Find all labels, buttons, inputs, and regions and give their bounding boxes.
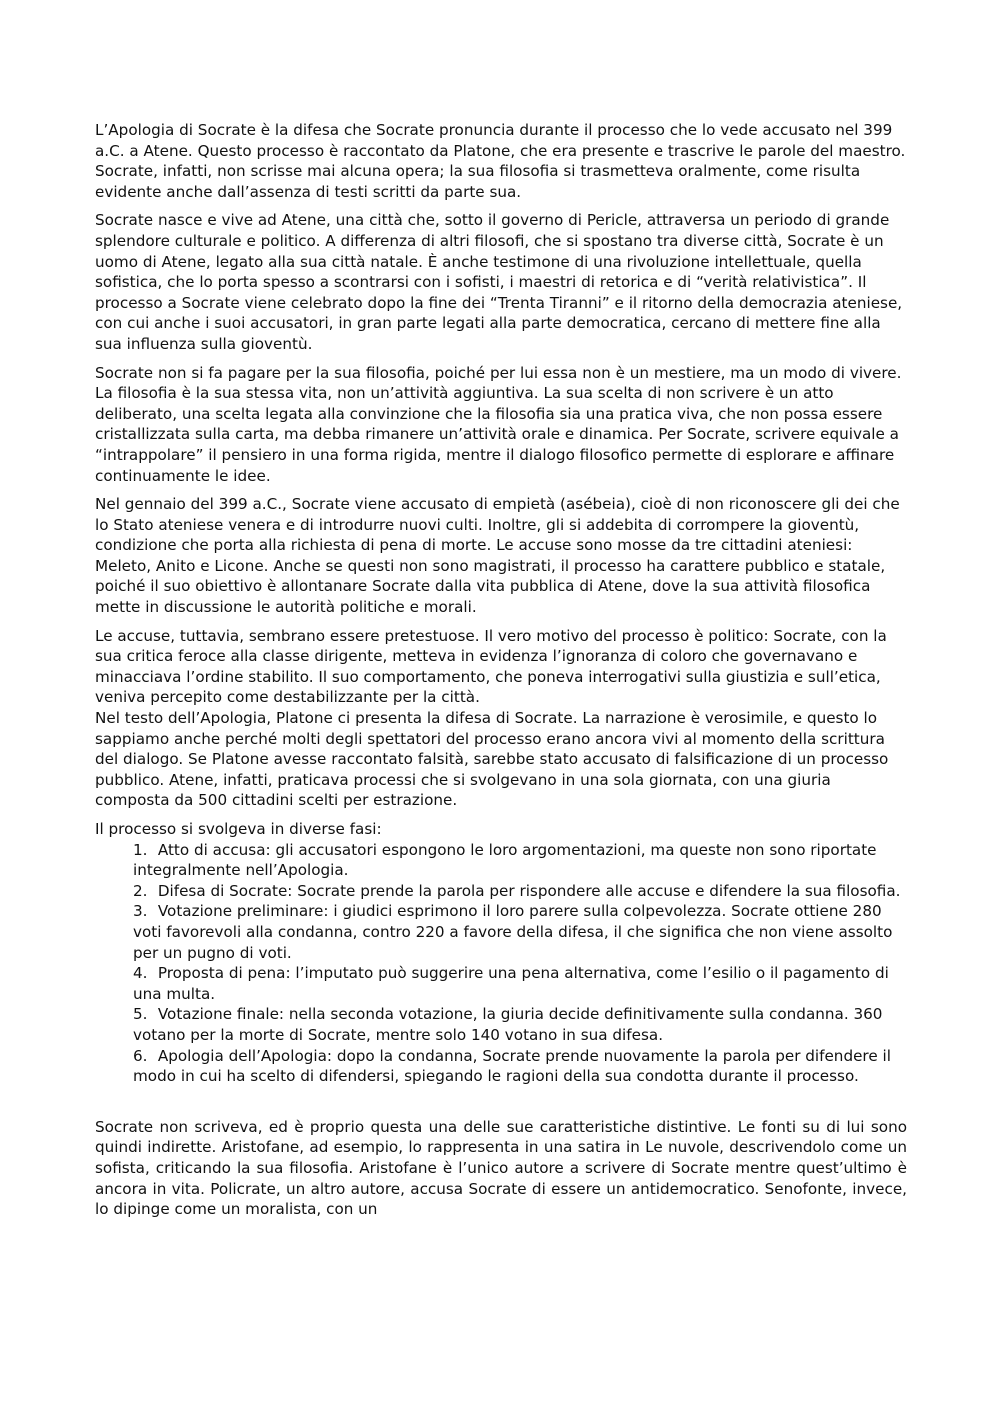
list-item bbox=[133, 1004, 907, 1045]
phases-list bbox=[133, 840, 907, 1087]
list-item bbox=[133, 901, 907, 963]
list-number: 3. bbox=[133, 902, 148, 921]
phases-intro: Il processo si svolgeva in diverse fasi: bbox=[95, 820, 382, 838]
list-item bbox=[133, 840, 907, 881]
list-number: 5. bbox=[133, 1005, 148, 1024]
list-number: 2. bbox=[133, 881, 148, 900]
paragraph-socrate-atene: Socrate nasce e vive ad Atene, una città che, sotto il governo di Pericle, attraversa un periodo di grande splendore culturale e politico. A differenza di altri filosofi, che si spostano tra diverse città, Socrate è un uomo di Atene, legato alla sua città natale. È anche testimone di una rivoluzione intellettuale, quella sofistica, che lo porta spesso a scontrarsi con i sofisti, i maestri di retorica e di “verità relativistica”. Il processo a Socrate viene celebrato dopo la fine dei “Trenta Tiranni” e il ritorno della democrazia ateniese, con cui anche i suoi accusatori, in gran parte legati alla parte democratica, cercano di mettere fine alla sua influenza sulla gioventù. bbox=[95, 211, 903, 353]
list-number: 6. bbox=[133, 1046, 148, 1065]
list-item bbox=[133, 1046, 907, 1087]
list-text: Apologia dell’Apologia: dopo la condanna, Socrate prende nuovamente la parola per difendere il modo in cui ha scelto di difendersi, spiegando le ragioni della sua condotta durante il processo. bbox=[133, 1046, 891, 1086]
list-text: Votazione finale: nella seconda votazione, la giuria decide definitivamente sulla condanna. 360 votano per la morte di Socrate, mentre solo 140 votano in sua difesa. bbox=[133, 1005, 883, 1044]
list-text: Votazione preliminare: i giudici esprimono il loro parere sulla colpevolezza. Socrate ottiene 280 voti favorevoli alla condanna, contro 220 a favore della difesa, il che significa che non viene assolto per un pugno di voti. bbox=[133, 902, 893, 962]
list-item bbox=[133, 963, 907, 1004]
paragraph-testo-apologia: Nel testo dell’Apologia, Platone ci presenta la difesa di Socrate. La narrazione è verosimile, e questo lo sappiamo anche perché molti degli spettatori del processo erano ancora vivi al momento della scrittura del dialogo. Se Platone avesse raccontato falsità, sarebbe stato accusato di falsificazione di un processo pubblico. Atene, infatti, praticava processi che si svolgevano in una sola giornata, con una giuria composta da 500 cittadini scelti per estrazione. bbox=[95, 709, 889, 810]
paragraph-motivo-politico: Le accuse, tuttavia, sembrano essere pretestuose. Il vero motivo del processo è politico: Socrate, con la sua critica feroce alla classe dirigente, metteva in evidenza l’ignoranza di coloro che governavano e minacciava l’ordine stabilito. Il suo comportamento, che poneva interrogativi sulla giustizia e sull’etica, veniva percepito come destabilizzante per la città. bbox=[95, 626, 887, 707]
list-number: 4. bbox=[133, 964, 148, 983]
paragraph-apologia-intro: L’Apologia di Socrate è la difesa che Socrate pronuncia durante il processo che lo vede accusato nel 399 a.C. a Atene. Questo processo è raccontato da Platone, che era presente e trascrive le parole del maestro. Socrate, infatti, non scrisse mai alcuna opera; la sua filosofia si trasmetteva oralmente, come risulta evidente anche dall’assenza di testi scritti da parte sua. bbox=[95, 121, 906, 201]
paragraph-fonti: Socrate non scriveva, ed è proprio questa una delle sue caratteristiche distintive. Le fonti su di lui sono quindi indirette. Aristofane, ad esempio, lo rappresenta in una satira in Le nuvole, descrivendolo come un sofista, criticando la sua filosofia. Aristofane è l’unico autore a scrivere di Socrate mentre quest’ultimo è ancora in vita. Policrate, un altro autore, accusa Socrate di essere un antidemocratico. Senofonte, invece, lo dipinge come un moralista, con un bbox=[95, 1117, 907, 1219]
list-item bbox=[133, 881, 907, 902]
document-page bbox=[95, 120, 907, 1220]
paragraph-accuse: Nel gennaio del 399 a.C., Socrate viene accusato di empietà (asébeia), cioè di non riconoscere gli dei che lo Stato ateniese venera e di introdurre nuovi culti. Inoltre, gli si addebita di corrompere la gioventù, condizione che porta alla richiesta di pena di morte. Le accuse sono mosse da tre cittadini ateniesi: Meleto, Anito e Licone. Anche se questi non sono magistrati, il processo ha carattere pubblico e statale, poiché il suo obiettivo è allontanare Socrate dalla vita pubblica di Atene, dove la sua attività filosofica mette in discussione le autorità politiche e morali. bbox=[95, 495, 900, 617]
list-number: 1. bbox=[133, 840, 148, 859]
list-text: Atto di accusa: gli accusatori espongono le loro argomentazioni, ma queste non sono riportate integralmente nell’Apologia. bbox=[133, 840, 877, 880]
paragraph-filosofia-vita: Socrate non si fa pagare per la sua filosofia, poiché per lui essa non è un mestiere, ma un modo di vivere. La filosofia è la sua stessa vita, non un’attività aggiuntiva. La sua scelta di non scrivere è un atto deliberato, una scelta legata alla convinzione che la filosofia sia una pratica viva, che non possa essere cristallizzata sulla carta, ma debba rimanere un’attività orale e dinamica. Per Socrate, scrivere equivale a “intrappolare” il pensiero in una forma rigida, mentre il dialogo filosofico permette di esplorare e affinare continuamente le idee. bbox=[95, 363, 902, 485]
list-text: Proposta di pena: l’imputato può suggerire una pena alternativa, come l’esilio o il pagamento di una multa. bbox=[133, 964, 889, 1003]
list-text: Difesa di Socrate: Socrate prende la parola per rispondere alle accuse e difendere la sua filosofia. bbox=[157, 881, 901, 900]
section-spacer bbox=[95, 1087, 907, 1117]
